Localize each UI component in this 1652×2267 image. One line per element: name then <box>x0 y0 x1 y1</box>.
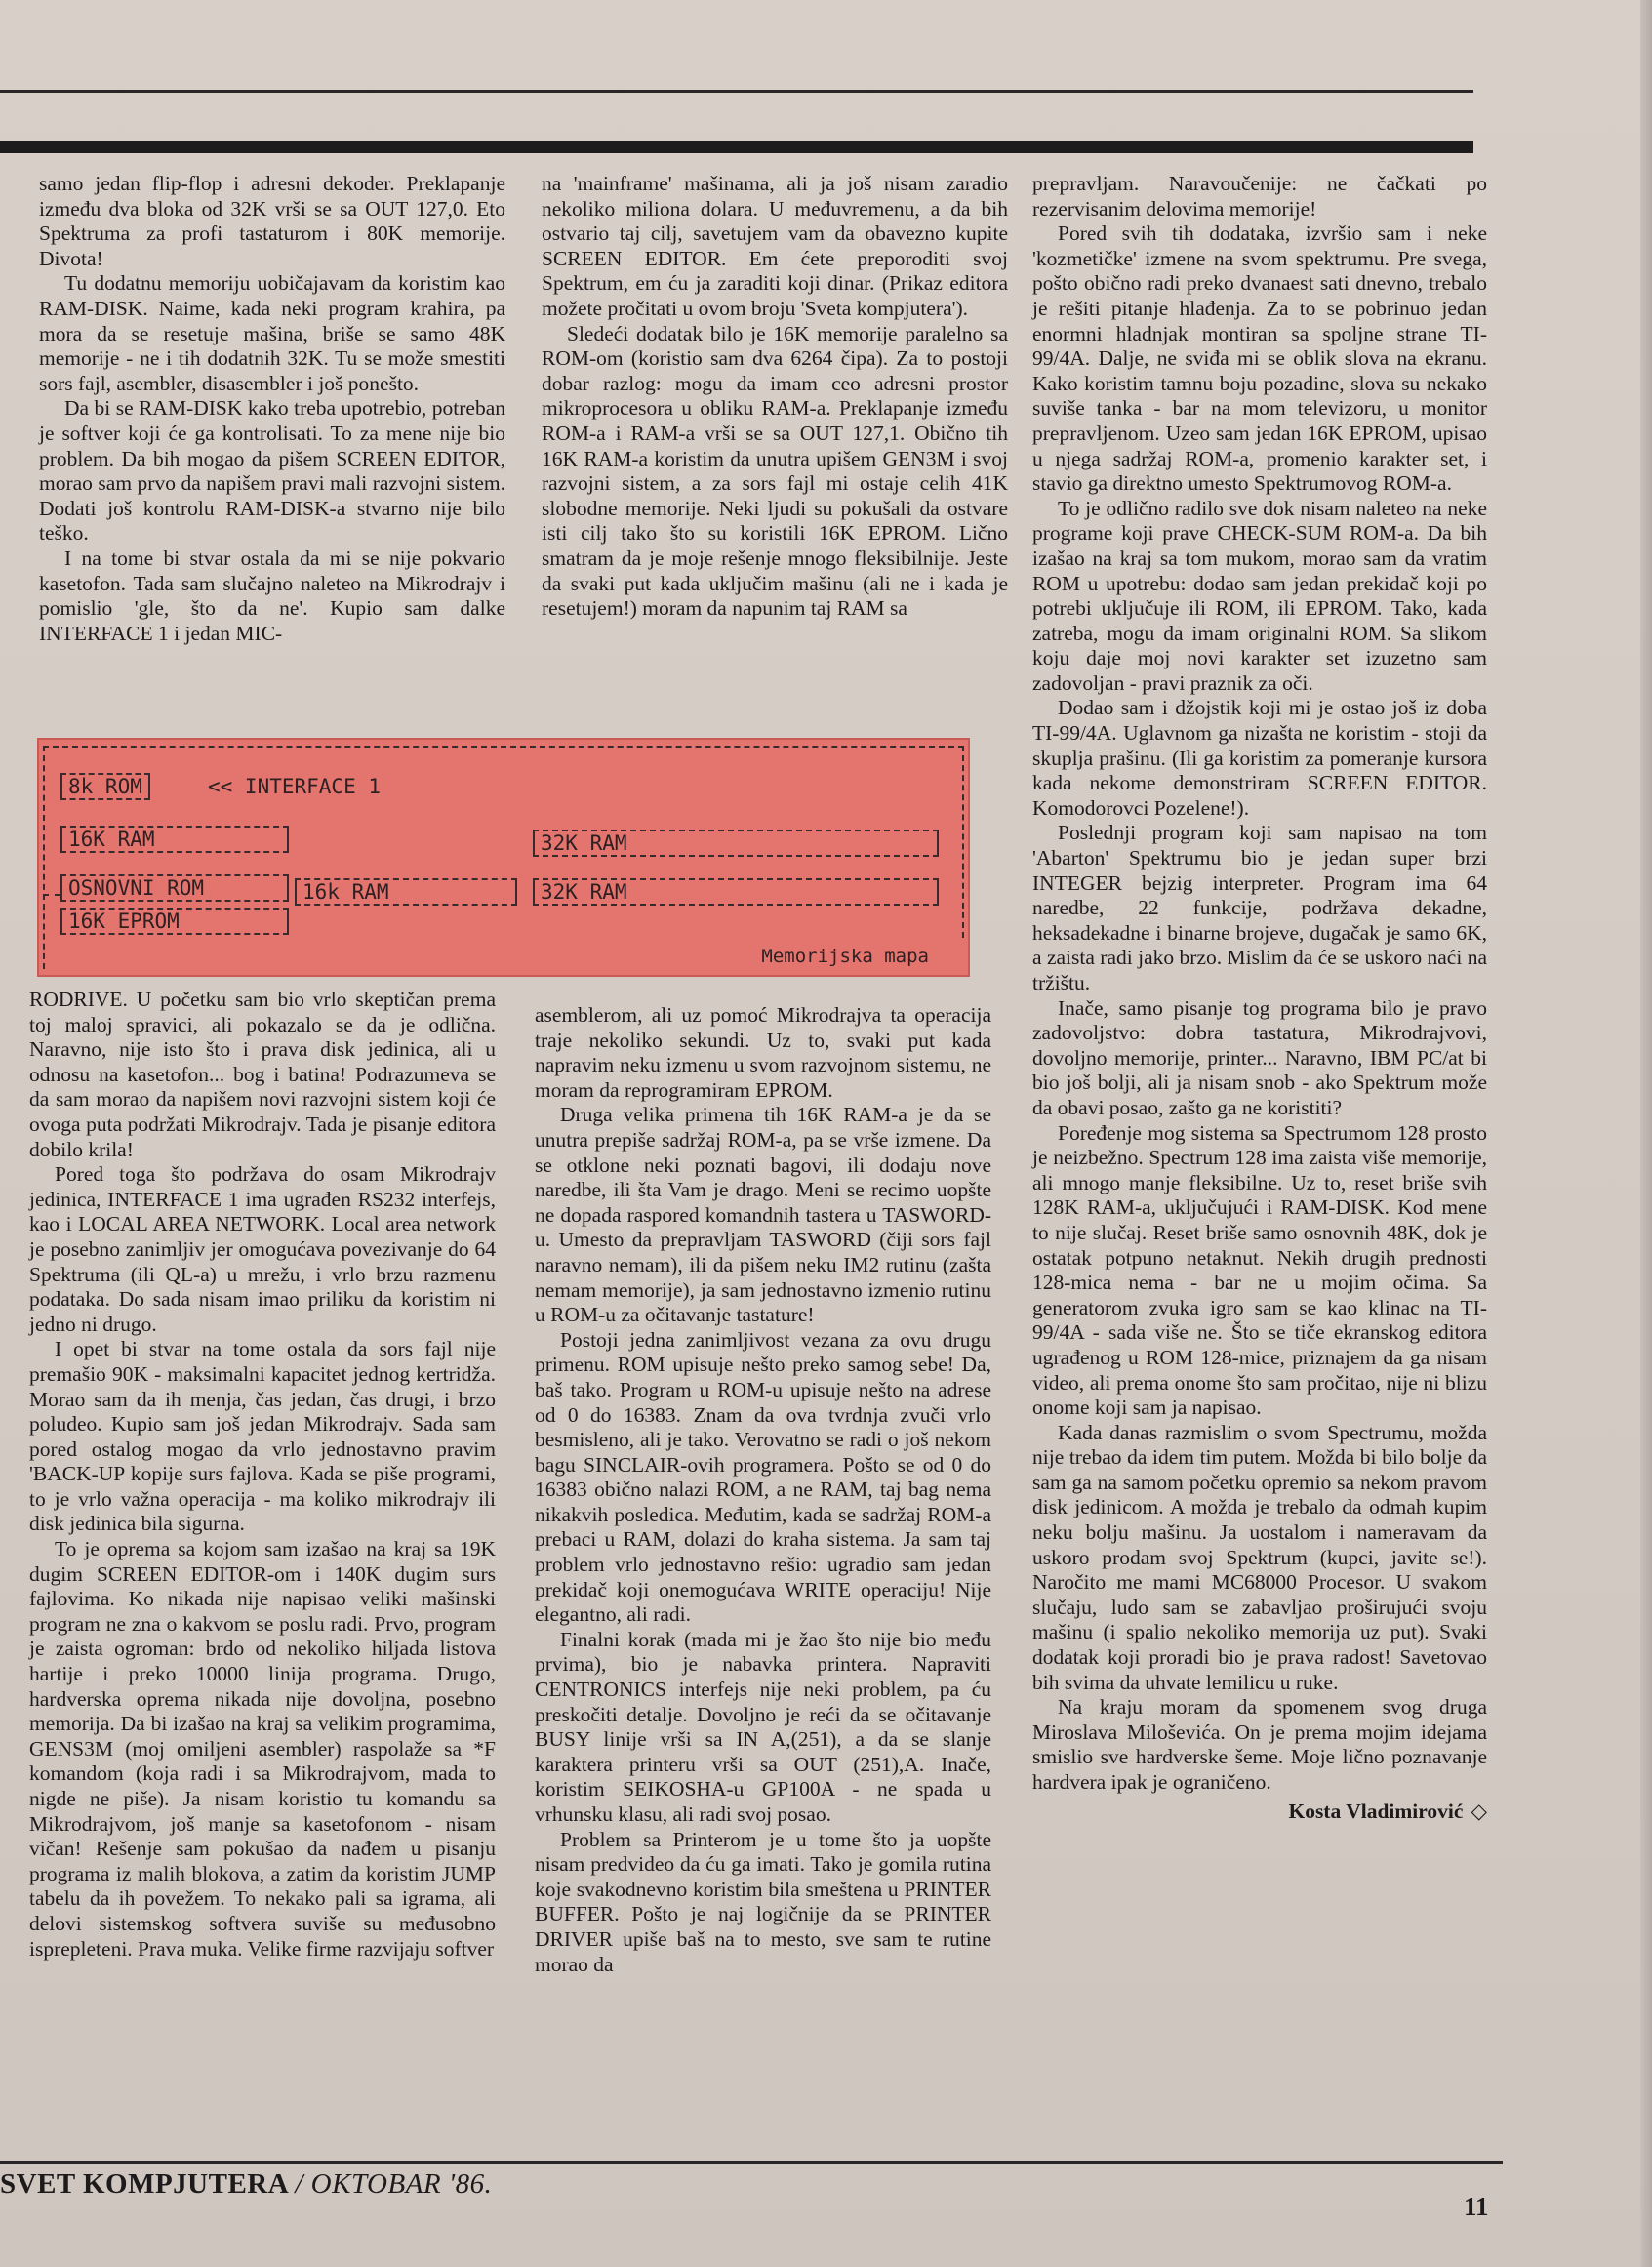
memory-map-figure <box>37 738 970 977</box>
page-number: 11 <box>1464 2192 1489 2221</box>
map-block-ram32k-a: 32K RAM <box>533 830 939 857</box>
paragraph: Pored toga što podržava do osam Mikrodrajv jedinica, INTERFACE 1 ima ugrađen RS232 interfejs, kao i LOCAL AREA NETWORK. Local area network je posebno zanimljiv jer omogućava povezivanje do 64 Spektruma (ili QL-a) u mrežu, i vrlo brzu razmenu podataka. Do sada nisam imao priliku da koristim ni jedno ni drugo. <box>29 1162 496 1336</box>
author-name: Kosta Vladimirović <box>1288 1799 1464 1823</box>
end-mark-icon: ◇ <box>1471 1799 1487 1823</box>
paragraph: I opet bi stvar na tome ostala da sors fajl nije premašio 90K - maksimalni kapacitet jednog kertridža. Morao sam da ih menja, čas jedan, čas drugi, i brzo poludeo. Kupio sam još jedan Mikrodrajv. Sada sam pored ostalog mogao da vrlo jednostavno pravim 'BACK-UP kopije surs fajlova. Kada se piše programi, to je vrlo važna operacija - ma koliko mikrodrajv ili disk jedinica bila sigurna. <box>29 1337 496 1536</box>
paragraph: I na tome bi stvar ostala da mi se nije pokvario kasetofon. Tada sam slučajno naleteo na Mikrodrajv i pomislio 'gle, što da ne'. Kupio sam dalke INTERFACE 1 i jedan MIC- <box>39 546 505 645</box>
map-block-rom8k: 8k ROM <box>60 773 150 800</box>
map-block-ram16k-a: 16K RAM <box>60 826 289 853</box>
map-border-right <box>962 746 964 938</box>
header-rule-thin <box>0 90 1473 93</box>
paragraph: Da bi se RAM-DISK kako treba upotrebio, potreban je softver koji će ga kontrolisati. To za mene nije bio problem. Da bih mogao da pišem SCREEN EDITOR, morao sam prvo da napišem pravi mali razvojni sistem. Dodati još kontrolu RAM-DISK-a stvarno nije bilo teško. <box>39 396 505 546</box>
paragraph: Pored svih tih dodataka, izvršio sam i neke 'kozmetičke' izmene na svom spektrumu. Pre svega, pošto obično radi preko dvanaest sati dnevno, trebalo je rešiti pitanje hlađenja. Za to se pobrinuo jedan enormni hladnjak montiran sa spoljne strane TI-99/4A. Dalje, ne sviđa mi se oblik slova na ekranu. Kako koristim tamnu boju pozadine, slova su nekako suviše tanka - bar na mom televizoru, u monitor prepravljenom. Uzeo sam jedan 16K EPROM, upisao u njega sadržaj ROM-a, promenio karakter set, i stavio ga direktno umesto Spektrumovog ROM-a. <box>1032 222 1487 496</box>
paragraph: Sledeći dodatak bilo je 16K memorije paralelno sa ROM-om (koristio sam dva 6264 čipa). Za to postoji dobar razlog: mogu da imam ceo adresni prostor mikroprocesora u obliku RAM-a. Preklapanje između ROM-a i RAM-a vrši se sa OUT 127,1. Obično tih 16K RAM-a koristim da unutra upišem GEN3M i svoj razvojni sistem, a za sors fajl mi ostaje celih 41K slobodne memorije. Neki ljudi su pokušali da ostvare isti cilj tako što su koristili 16K EPROM. Lično smatram da je moje rešenje mnogo fleksibilnije. Jeste da svaki put kada uključim mašinu (ali ne i kada je resetujem!) moram da napunim taj RAM sa <box>542 321 1008 621</box>
map-block-ram16k-b: 16k RAM <box>295 878 517 906</box>
column-3 <box>1032 172 1487 1824</box>
author-signature <box>1032 1800 1487 1825</box>
map-block-osnovni-rom: OSNOVNI ROM <box>60 874 289 902</box>
paragraph: RODRIVE. U početku sam bio vrlo skeptičan prema toj maloj spravici, ali pokazalo se da je odlična. Naravno, nije isto što i prava disk jedinica, ali u odnosu na kasetofon... bog i batina! Podrazumeva se da sam morao da napišem novi razvojni sistem koji će ovoga puta podržati Mikrodrajv. Tada je pisanje editora dobilo krila! <box>29 988 496 1161</box>
paragraph: Tu dodatnu memoriju uobičajavam da koristim kao RAM-DISK. Naime, kada neki program krahira, pa mora da se resetuje mašina, briše se samo 48K memorije - ne i tih dodatnih 32K. Tu se može smestiti sors fajl, asembler, disasembler i još ponešto. <box>39 271 505 395</box>
footer-rule <box>0 2161 1503 2164</box>
header-rule-thick <box>0 141 1473 153</box>
paragraph: To je odlično radilo sve dok nisam naleteo na neke programe koji prave CHECK-SUM ROM-a. Da bih izašao na kraj sa tom mukom, morao sam da vratim ROM u upotrebu: dodao sam jedan prekidač koji po potrebi uključuje ili ROM, ili EPROM. Tako, kada zatreba, mogu da imam originalni ROM. Sa slikom koju daje moj novi karakter set izuzetno sam zadovoljan - pravi praznik za oči. <box>1032 496 1487 695</box>
issue-date: OKTOBAR '86. <box>310 2168 493 2200</box>
map-label-interface: << INTERFACE 1 <box>208 775 382 798</box>
map-connector <box>43 894 60 896</box>
magazine-name: SVET KOMPJUTERA <box>0 2168 288 2200</box>
paragraph: asemblerom, ali uz pomoć Mikrodrajva ta operacija traje nekoliko sekundi. Uz to, svaki put kada napravim neku izmenu u svom razvojnom sistemu, ne moram da reprogramiram EPROM. <box>535 1003 991 1102</box>
footer-magazine-title <box>0 2168 492 2201</box>
paragraph: Problem sa Printerom je u tome što ja uopšte nisam predvideo da ću ga imati. Tako je gomila rutina koje svakodnevno koristim bila smeštena u PRINTER BUFFER. Pošto je naj logičnije da se PRINTER DRIVER upiše baš na to mesto, sve sam te rutine morao da <box>535 1827 991 1976</box>
footer-separator: / <box>295 2168 303 2200</box>
paragraph: Dodao sam i džojstik koji mi je ostao još iz doba TI-99/4A. Uglavnom ga nizašta ne koristim - stoji da skuplja prašinu. (Ili ga koristim za pomeranje kursora kada nekome demonstriram SCREEN EDITOR. Komodorovci Pozelene!). <box>1032 696 1487 820</box>
map-block-eprom16k: 16K EPROM <box>60 908 289 935</box>
paragraph: Na kraju moram da spomenem svog druga Miroslava Miloševića. On je prema mojim idejama smislio sve hardverske šeme. Moje lično poznavanje hardvera ipak je ograničeno. <box>1032 1695 1487 1794</box>
map-caption: Memorijska mapa <box>761 946 929 967</box>
page-edge <box>1640 0 1652 2267</box>
column-1-top <box>39 172 505 646</box>
column-1-bottom <box>29 988 496 1962</box>
paragraph: Poslednji program koji sam napisao na tom 'Abarton' Spektrumu bio je jedan super brzi INTEGER bejzig interpreter. Program ima 64 naredbe, 22 funkcije, podržava dekadne, heksadekadne i binarne brojeve, dugačak je samo 6K, a zaista radi jako brzo. Mislim da će se uskoro naći na tržištu. <box>1032 821 1487 994</box>
paragraph: Inače, samo pisanje tog programa bilo je pravo zadovoljstvo: dobra tastatura, Mikrodrajvovi, dovoljno memorije, printer... Naravno, IBM PC/at bi bio još bolji, ali ja nisam snob - ako Spektrum može da obavi posao, zašto ga ne koristiti? <box>1032 995 1487 1119</box>
column-2-top <box>542 172 1008 622</box>
map-block-ram32k-b: 32K RAM <box>533 878 939 906</box>
paragraph: Postoji jedna zanimljivost vezana za ovu drugu primenu. ROM upisuje nešto preko samog sebe! Da, baš tako. Program u ROM-u upisuje nešto na adrese od 0 do 16383. Znam da ova tvrdnja zvuči vrlo besmisleno, ali je tako. Verovatno se radi o još nekom bagu SINCLAIR-ovih programera. Pošto se od 0 do 16383 obično nalazi ROM, a ne RAM, taj bag nema nikakvih posledica. Međutim, kada se sadržaj ROM-a prebaci u RAM, dolazi do kraha sistema. Ja sam taj problem vrlo jednostavno rešio: ugradio sam jedan prekidač koji onemogućava WRITE operaciju! Nije elegantno, ali radi. <box>535 1327 991 1627</box>
paragraph: Kada danas razmislim o svom Spectrumu, možda nije trebao da idem tim putem. Možda bi bilo bolje da sam ga na samom početku opremio sa nekom pravom disk jedinicom. A možda je trebalo da odmah kupim neku bolju mašinu. Ja uostalom i nameravam da uskoro prodam svoj Spektrum (kupci, javite se!). Naročito me mami MC68000 Procesor. U svakom slučaju, ludo sam se zabavljao proširujući svoju mašinu (i spalio nekoliko memorija uz put). Svaki dodatak koji proradi bio je prava radost! Savetovao bih svima da uhvate lemilicu u ruke. <box>1032 1420 1487 1694</box>
paragraph: Finalni korak (mada mi je žao što nije bio među prvima), bio je nabavka printera. Napraviti CENTRONICS interfejs nije neki problem, pa ću preskočiti detalje. Dovoljno je reći da se očitavanje BUSY linije vrši sa IN A,(251), a da se slanje karaktera printeru vrši sa OUT (251),A. Inače, koristim SEIKOSHA-u GP100A - ne spada u vrhunsku klasu, ali radi svoj posao. <box>535 1627 991 1826</box>
column-2-bottom <box>535 1003 991 1977</box>
paragraph: Druga velika primena tih 16K RAM-a je da se unutra prepiše sadržaj ROM-a, pa se vrše izmene. Da se otklone neki poznati bagovi, ili dodaju nove naredbe, ili šta Vam je drago. Meni se recimo uopšte ne dopada raspored komandnih tastera u TASWORD-u. Umesto da prepravljam TASWORD (čiji sors fajl naravno nemam), ili da pišem neku IM2 rutinu (zašta nemam memorije), ja sam jednostavno izmenio rutinu u ROM-u za očitavanje tastature! <box>535 1103 991 1327</box>
paragraph: Poređenje mog sistema sa Spectrumom 128 prosto je neizbežno. Spectrum 128 ima zaista više memorije, ali mnogo manje fleksibilne. Uz to, reset briše svih 128K RAM-a, uključujući i RAM-DISK. Kod mene to nije slučaj. Reset briše samo osnovnih 48K, dok je ostatak potpuno netaknut. Nekih drugih prednosti 128-mica nema - bar ne u mojim očima. Sa generatorom zvuka igro sam se kao klinac na TI-99/4A - sada više ne. Što se tiče ekranskog editora ugrađenog u ROM 128-mice, priznajem da ga nisam video, ali prema onome što sam pročitao, nije ni blizu onome koji sam ja napisao. <box>1032 1120 1487 1420</box>
paragraph: To je oprema sa kojom sam izašao na kraj sa 19K dugim SCREEN EDITOR-om i 140K dugim surs fajlovima. Ko nikada nije napisao veliki mašinski program ne zna o kakvom se poslu radi. Prvo, program je zaista ogroman: brdo od nekoliko hiljada listova hartije i preko 10000 linija programa. Drugo, hardverska oprema nikada nije dovoljna, posebno memorija. Da bi izašao na kraj sa velikim programima, GENS3M (moj omiljeni asembler) raspolaže sa *F komandom (koja radi i sa Mikrodrajvom, mada to nigde ne piše). Ja nisam koristio tu komandu sa Mikrodrajvom, još manje sa kasetofonom - nisam vičan! Rešenje sam pokušao da nađem u pisanju programa iz malih blokova, a zatim da koristim JUMP tabelu da ih povežem. To nekako pali sa igrama, ali delovi sistemskog softvera suviše su međusobno isprepleteni. Prava muka. Velike firme razvijaju softver <box>29 1537 496 1961</box>
paragraph: samo jedan flip-flop i adresni dekoder. Preklapanje između dva bloka od 32K vrši se sa OUT 127,0. Eto Spektruma za profi tastaturom i 80K memorije. Divota! <box>39 172 505 270</box>
map-border-top <box>43 746 964 748</box>
map-border-left <box>43 746 45 969</box>
paragraph: na 'mainframe' mašinama, ali ja još nisam zaradio nekoliko miliona dolara. U međuvremenu, a da bih ostvario taj cilj, savetujem vam da obavezno kupite SCREEN EDITOR. Em ćete preporoditi svoj Spektrum, em ću ja zaraditi koji dinar. (Prikaz editora možete pročitati u ovom broju 'Sveta kompjutera'). <box>542 172 1008 320</box>
paragraph: prepravljam. Naravoučenije: ne čačkati po rezervisanim delovima memorije! <box>1032 172 1487 221</box>
